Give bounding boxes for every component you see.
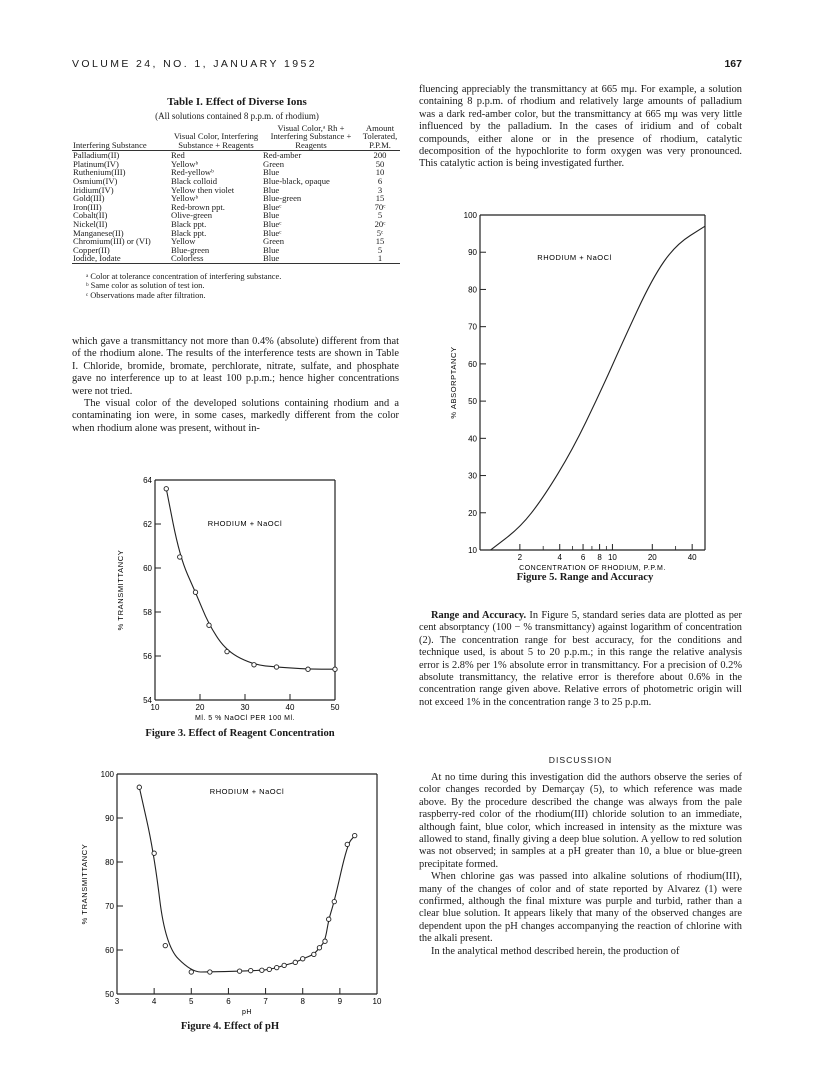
tolerance-cell: 10	[375, 167, 385, 178]
color-rh-cell: Red-amber	[263, 150, 302, 161]
data-point	[260, 968, 264, 972]
tolerance-cell: 3	[377, 184, 383, 195]
y-tick-label: 54	[143, 696, 152, 705]
series-line	[166, 489, 335, 669]
table-footnotes	[86, 272, 281, 300]
substance-cell: Osmium(IV)	[73, 176, 118, 186]
substance-cell: Cobalt(II)	[73, 210, 108, 221]
paragraph: At no time during this investigation did the authors observe the series of color changes recorded by Demarçay (5), to which reference was made above. By the procedure described the change was always from the pale raspberry-red color of the rhodium(III) chloride solution to an immediate, although faint, blue color, which increased in intensity as the mixture was allowed to stand, finally giving a deep blue solution. A yellow to red solution was not observed; in samples at a pH greater than 10, a blue or blue-green precipitate formed.	[419, 772, 742, 870]
table-row	[72, 237, 400, 246]
table-row	[72, 254, 400, 263]
tolerance-cell: 15	[375, 236, 385, 247]
tolerance-cell: 5ᶜ	[376, 227, 384, 238]
color-rh-cell: Green	[263, 236, 284, 247]
data-point	[208, 970, 212, 974]
color-rh-cell: Blueᶜ	[263, 227, 282, 238]
col-header: Visual Color, Interfering Substance + Reagents	[173, 131, 259, 150]
x-tick-label: 4	[557, 553, 562, 562]
table-row	[72, 203, 400, 212]
data-point	[164, 487, 168, 491]
footnote: ᵇ Same color as solution of test ion.	[86, 281, 205, 291]
x-tick-label: 5	[189, 997, 194, 1006]
color-reagent-cell: Yellow	[171, 236, 196, 247]
col-header: Interfering Substance	[73, 139, 147, 150]
tolerance-cell: 6	[377, 176, 383, 186]
x-tick-label: 40	[285, 703, 295, 712]
color-rh-cell: Blue	[263, 167, 280, 178]
data-point	[323, 939, 327, 943]
x-tick-label: 50	[330, 703, 340, 712]
y-tick-label: 100	[463, 211, 477, 220]
y-tick-label: 30	[468, 471, 477, 481]
y-tick-label: 90	[105, 814, 114, 823]
substance-cell: Iridium(IV)	[73, 184, 114, 195]
data-point	[207, 623, 211, 627]
range-accuracy-block	[419, 610, 742, 709]
paragraph: In the analytical method described herein, the production of	[431, 945, 680, 957]
color-rh-cell: Blue	[263, 244, 280, 255]
x-tick-label: 10	[372, 997, 382, 1006]
data-point	[163, 943, 167, 947]
table-subtitle: (All solutions contained 8 p.p.m. of rhodium)	[155, 111, 319, 121]
y-axis-label: % ABSORPTANCY	[449, 346, 458, 419]
paragraph: which gave a transmittancy not more than 0.4% (absolute) different from that of the rhodium alone. The results of the interference tests are shown in Table I. Chloride, bromide, bromate, perchlorate, nitrate, sulfate, and phosphate gave no interference up to at least 100 p.p.m.; hence higher concentrations were not tried.	[72, 336, 399, 397]
x-tick-label: 8	[300, 997, 305, 1006]
substance-cell: Palladium(II)	[73, 150, 120, 161]
tolerance-cell: 50	[375, 158, 385, 169]
paragraph: When chlorine gas was passed into alkaline solutions of rhodium(III), many of the changes of color and of state reported by Alvarez (1) were confirmed, although the final mixture was purple and turbid, rather than a clear blue solution. It appears likely that many of the observed changes are dependent upon the pH changes accompanying the reaction of chlorine with the alkali present.	[419, 871, 742, 945]
x-tick-label: 10	[150, 703, 160, 712]
table-row	[72, 246, 400, 255]
footnote: ᵃ Color at tolerance concentration of interfering substance.	[86, 272, 282, 281]
x-tick-label: 10	[607, 553, 617, 562]
col-header: Visual Color,ᵃ Rh + Interfering Substance + Reagents	[270, 123, 352, 150]
table-row	[72, 186, 400, 195]
diverse-ions-table	[72, 124, 400, 264]
y-tick-label: 56	[143, 652, 152, 661]
color-reagent-cell: Blue-green	[171, 244, 210, 255]
series-line	[491, 226, 706, 550]
running-header	[72, 58, 742, 74]
figure-3-chart	[100, 460, 360, 725]
series-annotation: RHODIUM + NaOCl	[209, 786, 285, 796]
figure-3-caption: Figure 3. Effect of Reagent Concentration	[145, 728, 335, 739]
substance-cell: Platinum(IV)	[73, 158, 119, 169]
figure-4-chart	[72, 764, 392, 1022]
substance-cell: Manganese(II)	[73, 227, 124, 238]
color-reagent-cell: Red-yellowᵇ	[171, 167, 214, 178]
color-rh-cell: Blue	[263, 184, 280, 195]
data-point	[237, 969, 241, 973]
data-point	[252, 663, 256, 667]
table-row	[72, 211, 400, 220]
x-tick-label: 6	[580, 553, 586, 562]
data-point	[193, 590, 197, 594]
y-tick-label: 70	[468, 322, 477, 332]
x-axis-label: pH	[242, 1009, 252, 1016]
y-tick-label: 60	[143, 564, 152, 573]
y-tick-label: 100	[100, 770, 114, 779]
x-tick-label: 4	[151, 997, 157, 1006]
color-reagent-cell: Black ppt.	[171, 218, 207, 229]
x-tick-label: 40	[687, 553, 697, 562]
data-point	[225, 649, 229, 653]
y-tick-label: 50	[105, 990, 114, 999]
color-rh-cell: Blue-green	[263, 193, 302, 204]
color-reagent-cell: Yellowᵇ	[171, 193, 199, 204]
tolerance-cell: 200	[373, 150, 387, 161]
x-axis-label: CONCENTRATION OF RHODIUM, P.P.M.	[519, 565, 666, 572]
x-tick-label: 7	[263, 997, 268, 1006]
y-tick-label: 58	[143, 608, 152, 617]
paragraph-body: In Figure 5, standard series data are plotted as per cent absorptancy (100 − % transmittancy) against logarithm of concentration (2). The concentration range for best accuracy, for the conditions and technique used, is about 5 to 20 p.p.m.; in this range the relative analysis error is 2.8% per 1% absolute error in transmittancy. For a precision of 0.2% absolute transmittancy, the relative error is therefore about 0.6% in the concentration range given above. Relative errors of photometric origin will not exceed 1% in the concentration range 3 to 25 p.p.m.	[419, 610, 742, 708]
figure-5-chart	[430, 205, 730, 577]
data-point	[332, 899, 336, 903]
data-point	[293, 960, 297, 964]
color-rh-cell: Green	[263, 158, 284, 169]
data-point	[333, 667, 337, 671]
table-row	[72, 177, 400, 186]
data-point	[249, 968, 253, 972]
x-tick-label: 9	[337, 997, 343, 1006]
data-point	[137, 785, 141, 789]
data-point	[353, 833, 357, 837]
y-tick-label: 90	[468, 248, 477, 258]
y-tick-label: 80	[468, 285, 477, 295]
figure-4-caption: Figure 4. Effect of pH	[180, 1021, 280, 1032]
table-title: Table I. Effect of Diverse Ions	[167, 96, 307, 108]
y-tick-label: 64	[143, 476, 152, 485]
tolerance-cell: 20ᶜ	[374, 218, 386, 229]
series-line	[139, 787, 354, 972]
y-tick-label: 60	[468, 359, 477, 369]
discussion-block	[419, 772, 742, 958]
y-tick-label: 40	[468, 434, 477, 444]
color-reagent-cell: Yellow then violet	[171, 184, 235, 195]
data-point	[189, 970, 193, 974]
paragraph: fluencing appreciably the transmittancy at 665 mμ. For example, a solution containing 8 p.p.m. of rhodium and relatively large amounts of palladium was a dark red-amber color, but the transmittancy at 665 mμ was very little influenced by the palladium. In the cases of iridium and of cobalt compounds, either alone or in the presence of rhodium, catalytic decomposition of the hypochlorite to form oxygen was very pronounced. This catalytic action is being investigated further.	[419, 84, 742, 170]
color-reagent-cell: Black colloid	[171, 176, 218, 186]
y-tick-label: 62	[143, 520, 152, 529]
x-tick-label: 2	[517, 553, 523, 562]
tolerance-cell: 5	[377, 210, 383, 221]
y-tick-label: 50	[468, 397, 477, 407]
x-tick-label: 20	[647, 553, 657, 562]
paragraph: The visual color of the developed solutions containing rhodium and a contaminating ion were, in some cases, markedly different from the color when rhodium alone was present, without in-	[72, 398, 399, 434]
color-rh-cell: Blue-black, opaque	[263, 176, 330, 186]
data-point	[345, 842, 349, 846]
y-tick-label: 60	[105, 946, 114, 955]
col-header: Amount Tolerated, P.P.M.	[362, 123, 398, 150]
table-row	[72, 194, 400, 203]
table-row	[72, 151, 400, 160]
x-tick-label: 6	[226, 997, 231, 1006]
substance-cell: Ruthenium(III)	[73, 167, 126, 178]
section-runin-heading: Range and Accuracy.	[431, 610, 527, 621]
data-point	[317, 946, 321, 950]
data-point	[267, 967, 271, 971]
substance-cell: Iodide, Iodate	[73, 253, 121, 264]
table-row	[72, 168, 400, 177]
color-reagent-cell: Colorless	[171, 253, 204, 264]
data-point	[178, 555, 182, 559]
data-point	[152, 851, 156, 855]
left-text-block	[72, 336, 399, 435]
substance-cell: Chromium(III) or (VI)	[73, 236, 151, 247]
y-axis-label: % TRANSMITTANCY	[116, 549, 125, 631]
y-axis-label: % TRANSMITTANCY	[80, 843, 89, 925]
page-number: 167	[724, 58, 742, 70]
substance-cell: Gold(III)	[73, 193, 105, 204]
x-tick-label: 8	[597, 553, 602, 562]
tolerance-cell: 1	[377, 253, 383, 264]
color-rh-cell: Blueᶜ	[263, 218, 282, 229]
color-rh-cell: Blueᶜ	[263, 201, 282, 212]
tolerance-cell: 5	[377, 244, 383, 255]
tolerance-cell: 15	[375, 193, 385, 204]
data-point	[301, 957, 305, 961]
y-tick-label: 80	[105, 858, 114, 867]
right-text-block	[419, 84, 742, 171]
data-point	[312, 952, 316, 956]
table-header-row	[72, 124, 400, 151]
discussion-heading: DISCUSSION	[548, 755, 613, 765]
x-axis-label: Ml. 5 % NaOCl PER 100 Ml.	[194, 715, 296, 722]
color-reagent-cell: Yellowᵇ	[171, 158, 199, 169]
data-point	[327, 917, 331, 921]
journal-issue: VOLUME 24, NO. 1, JANUARY 1952	[72, 58, 317, 70]
substance-cell: Nickel(II)	[73, 218, 108, 229]
color-reagent-cell: Black ppt.	[171, 227, 207, 238]
color-rh-cell: Blue	[263, 210, 280, 221]
color-reagent-cell: Red	[171, 150, 185, 161]
series-annotation: RHODIUM + NaOCl	[207, 519, 283, 529]
color-reagent-cell: Red-brown ppt.	[171, 201, 225, 212]
data-point	[275, 965, 279, 969]
data-point	[282, 963, 286, 967]
color-reagent-cell: Olive-green	[171, 210, 213, 221]
y-tick-label: 20	[468, 508, 477, 518]
x-tick-label: 30	[240, 703, 250, 712]
tolerance-cell: 70ᶜ	[374, 201, 386, 212]
color-rh-cell: Blue	[263, 253, 280, 264]
y-tick-label: 10	[468, 546, 477, 555]
y-tick-label: 70	[105, 902, 114, 911]
figure-5-caption: Figure 5. Range and Accuracy	[516, 572, 654, 583]
footnote: ᶜ Observations made after filtration.	[86, 290, 206, 300]
data-point	[274, 665, 278, 669]
substance-cell: Iron(III)	[73, 201, 102, 212]
series-annotation: RHODIUM + NaOCl	[537, 253, 612, 263]
substance-cell: Copper(II)	[73, 244, 110, 255]
x-tick-label: 3	[114, 997, 120, 1006]
data-point	[306, 667, 310, 671]
x-tick-label: 20	[195, 703, 205, 712]
